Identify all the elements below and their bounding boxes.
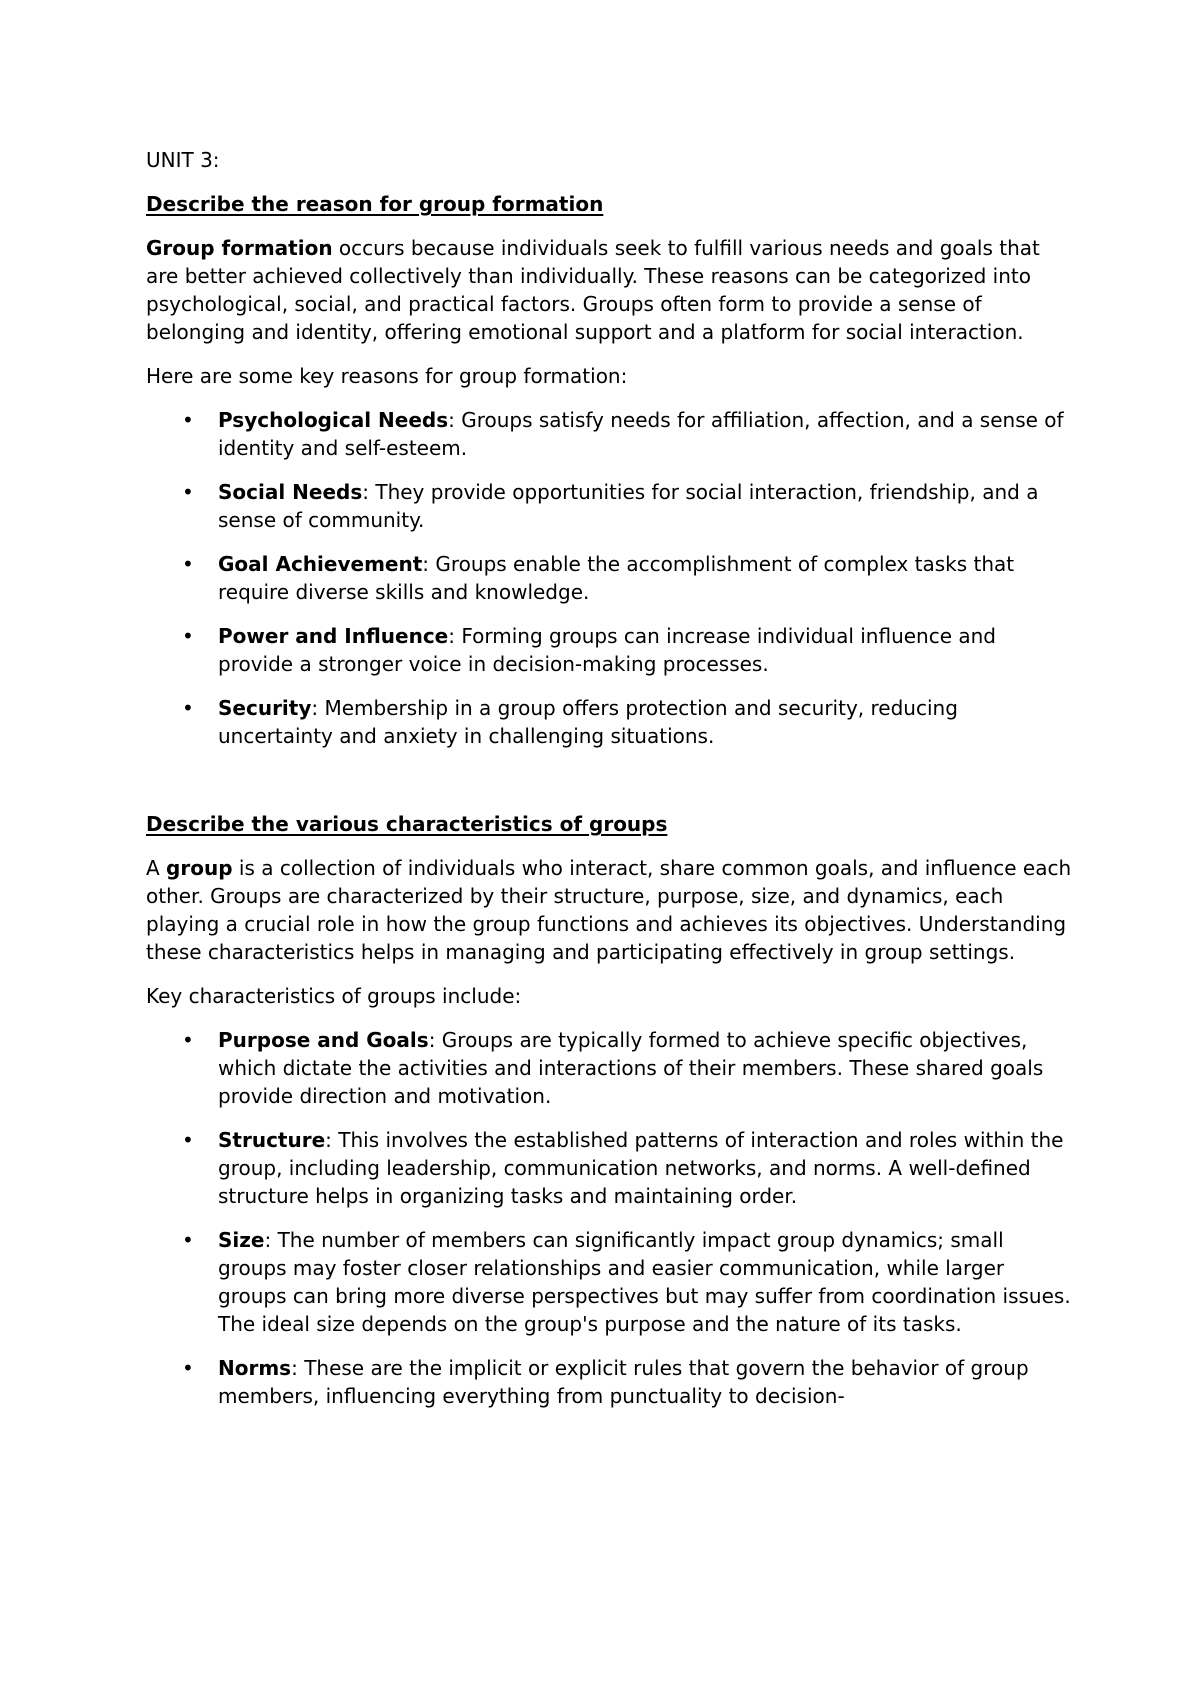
unit-title: UNIT 3: xyxy=(146,148,220,172)
list-item-term: Goal Achievement xyxy=(218,552,423,576)
list-item-text: : This involves the established patterns of interaction and roles within the group, including leadership, communication networks, and norms. A well-defined structure helps in organizing tasks and maintaining order. xyxy=(218,1128,1064,1208)
list-item-term: Structure xyxy=(218,1128,326,1152)
list-item xyxy=(146,550,1076,606)
list-item-term: Size xyxy=(218,1228,265,1252)
list-item-term: Social Needs xyxy=(218,480,363,504)
list-item-text: : Membership in a group offers protection and security, reducing uncertainty and anxiety in challenging situations. xyxy=(218,696,958,748)
document-page xyxy=(146,146,1076,1426)
list-item-text: : Forming groups can increase individual influence and provide a stronger voice in decision-making processes. xyxy=(218,624,997,676)
intro-text: occurs because individuals seek to fulfill various needs and goals that are better achieved collectively than individually. These reasons can be categorized into psychological, social, and practical factors. Groups often form to provide a sense of belonging and identity, offering emotional support and a platform for social interaction. xyxy=(146,236,1040,344)
section-heading-group-characteristics: Describe the various characteristics of groups xyxy=(146,812,668,836)
list-item xyxy=(146,1354,1076,1410)
bullet-icon: • xyxy=(182,552,194,576)
bullet-icon: • xyxy=(182,480,194,504)
intro-prefix: A xyxy=(146,856,167,880)
bullet-icon: • xyxy=(182,624,194,648)
list-item-text: : These are the implicit or explicit rules that govern the behavior of group members, influencing everything from punctuality to decision- xyxy=(218,1356,1029,1408)
list-item xyxy=(146,1026,1076,1110)
list-item xyxy=(146,406,1076,462)
list-item xyxy=(146,478,1076,534)
section-heading-group-formation: Describe the reason for group formation xyxy=(146,192,604,216)
term-group-formation: Group formation xyxy=(146,236,333,260)
list-item-text: : Groups are typically formed to achieve specific objectives, which dictate the activities and interactions of their members. These shared goals provide direction and motivation. xyxy=(218,1028,1044,1108)
list-item-term: Security xyxy=(218,696,312,720)
section-spacer xyxy=(146,766,1076,810)
paragraph-group-definition xyxy=(146,854,1076,966)
term-group: group xyxy=(166,856,233,880)
list-item-text: : They provide opportunities for social interaction, friendship, and a sense of community. xyxy=(218,480,1039,532)
paragraph-lead-reasons: Here are some key reasons for group formation: xyxy=(146,364,628,388)
paragraph-group-formation-intro xyxy=(146,234,1076,346)
list-item xyxy=(146,1226,1076,1338)
bullet-icon: • xyxy=(182,1128,194,1152)
paragraph-lead-characteristics: Key characteristics of groups include: xyxy=(146,984,522,1008)
bullet-icon: • xyxy=(182,1356,194,1380)
list-item-text: : Groups satisfy needs for affiliation, affection, and a sense of identity and self-esteem. xyxy=(218,408,1064,460)
list-characteristics xyxy=(146,1026,1076,1410)
bullet-icon: • xyxy=(182,408,194,432)
bullet-icon: • xyxy=(182,1028,194,1052)
list-item-text: : The number of members can significantly impact group dynamics; small groups may foster closer relationships and easier communication, while larger groups can bring more diverse perspectives but may suffer from coordination issues. The ideal size depends on the group's purpose and the nature of its tasks. xyxy=(218,1228,1071,1336)
list-reasons xyxy=(146,406,1076,750)
list-item-term: Psychological Needs xyxy=(218,408,449,432)
list-item xyxy=(146,1126,1076,1210)
list-item-term: Power and Influence xyxy=(218,624,449,648)
bullet-icon: • xyxy=(182,1228,194,1252)
intro-text: is a collection of individuals who interact, share common goals, and influence each other. Groups are characterized by their structure, purpose, size, and dynamics, each playing a crucial role in how the group functions and achieves its objectives. Understanding these characteristics helps in managing and participating effectively in group settings. xyxy=(146,856,1072,964)
list-item-term: Purpose and Goals xyxy=(218,1028,429,1052)
list-item xyxy=(146,694,1076,750)
list-item-text: : Groups enable the accomplishment of complex tasks that require diverse skills and knowledge. xyxy=(218,552,1015,604)
bullet-icon: • xyxy=(182,696,194,720)
list-item xyxy=(146,622,1076,678)
list-item-term: Norms xyxy=(218,1356,292,1380)
